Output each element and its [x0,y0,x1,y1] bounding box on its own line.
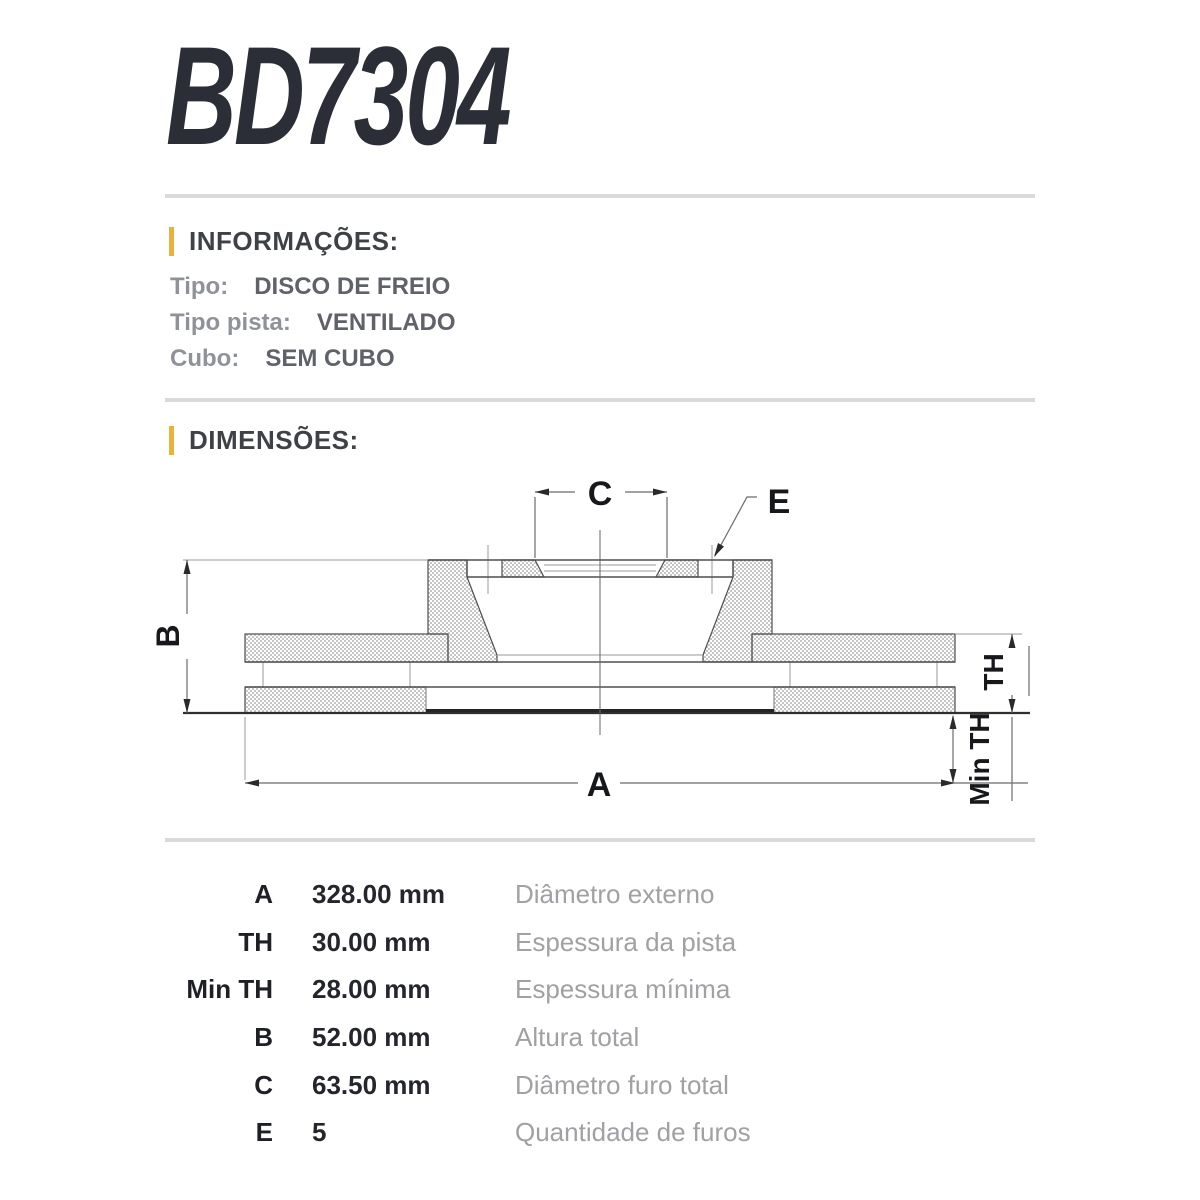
dim-description: Altura total [515,1022,640,1053]
dim-description: Quantidade de furos [515,1117,751,1148]
dim-description: Diâmetro externo [515,879,715,910]
info-heading-text: INFORMAÇÕES: [189,226,399,256]
divider-above-table [165,838,1035,842]
dim-label-e: E [767,483,791,521]
dim-label-min-th: Min TH [964,712,995,806]
dim-value: 5 [312,1117,327,1148]
dim-value: 52.00 mm [312,1022,431,1053]
dim-label-b: B [150,624,186,648]
dim-key: Min TH [186,974,273,1005]
dim-key: B [254,1022,273,1053]
table-row [165,966,1035,1014]
info-value: VENTILADO [316,309,456,336]
page-title: BD7304 [166,17,509,174]
dimensions-heading-text: DIMENSÕES: [189,425,359,455]
dim-key: TH [238,926,273,957]
dimension-spec-table [165,871,1035,1157]
dim-label-a: A [586,766,612,804]
dim-value: 63.50 mm [312,1069,431,1100]
table-row [165,1061,1035,1109]
info-label: Tipo: [170,273,229,300]
dim-value: 30.00 mm [312,926,431,957]
table-row [165,1109,1035,1157]
info-label: Cubo: [170,345,240,372]
info-value: SEM CUBO [265,345,395,372]
info-label: Tipo pista: [170,309,291,336]
dim-description: Espessura mínima [515,974,731,1005]
dim-value: 328.00 mm [312,879,445,910]
table-row [165,1014,1035,1062]
dim-label-c: C [587,475,613,513]
info-value: DISCO DE FREIO [254,273,451,300]
dim-description: Diâmetro furo total [515,1069,729,1100]
table-row [165,919,1035,967]
dim-description: Espessura da pista [515,926,737,957]
dim-value: 28.00 mm [312,974,431,1005]
dim-key: A [254,879,273,910]
dim-key: C [254,1069,273,1100]
dim-key: E [255,1117,273,1148]
dim-label-th: TH [978,653,1009,691]
table-row [165,871,1035,919]
